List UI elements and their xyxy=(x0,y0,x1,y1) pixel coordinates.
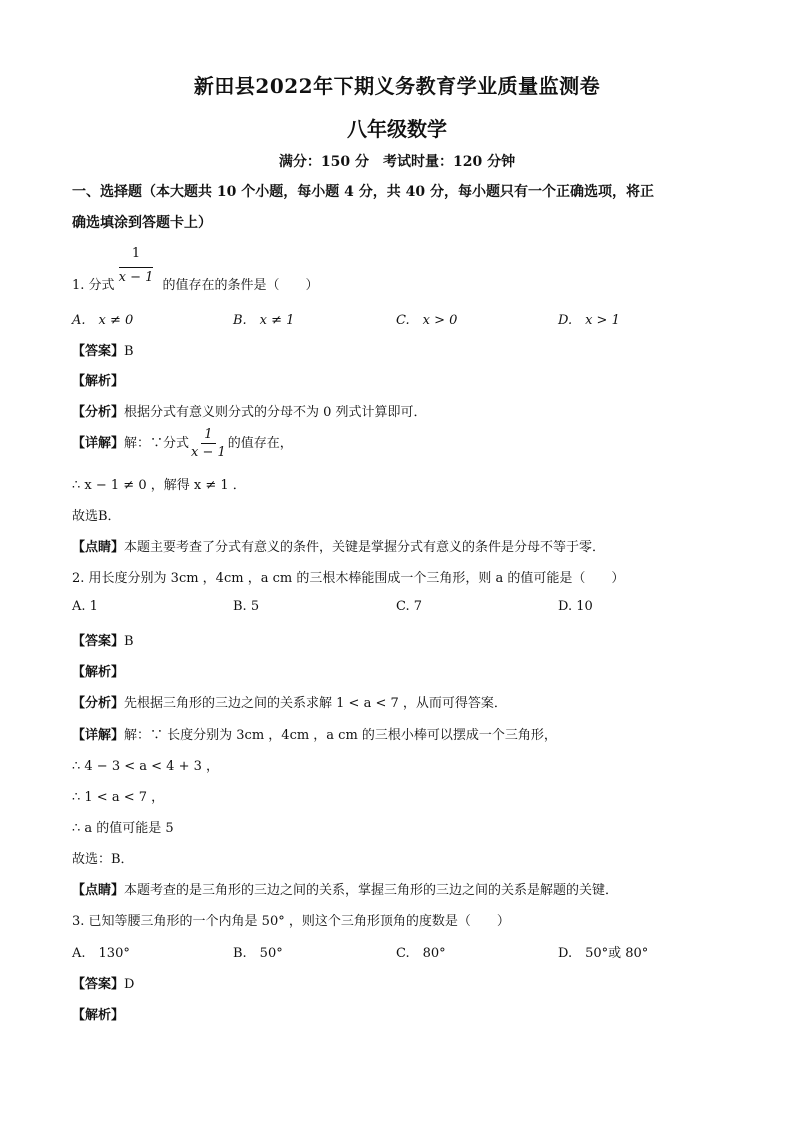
q3-stem: 3. 已知等腰三角形的一个内角是 50° ，则这个三角形顶角的度数是（ ） xyxy=(72,914,510,929)
q1-answer-tag: 【答案】 xyxy=(72,344,125,359)
q2-answer-tag: 【答案】 xyxy=(72,634,125,649)
q1-dianjing-tag: 【点睛】 xyxy=(72,540,125,555)
section-heading-line2: 确选填涂到答题卡上） xyxy=(72,215,212,231)
q3-option-c: C. 80° xyxy=(396,946,446,961)
q1-step2: 故选B． xyxy=(72,509,121,524)
q1-xiangjie-prefix: 解：∵分式 xyxy=(124,436,190,451)
q2-fenxi xyxy=(72,692,507,711)
q1-fraction-bar xyxy=(119,267,153,268)
q2-dianjing-tag: 【点睛】 xyxy=(72,883,125,898)
exam-title: 新田县2022年下期义务教育学业质量监测卷 xyxy=(193,74,601,98)
q2-dianjing-text: 本题考查的是三角形的三边之间的关系，掌握三角形的三边之间的关系是解题的关键． xyxy=(124,883,619,898)
q2-step2: ∴ 1 < a < 7 ， xyxy=(72,790,165,805)
q1-answer xyxy=(72,340,134,359)
q1-option-b: B. x ≠ 1 xyxy=(233,313,295,328)
q1-fraction-numerator: 1 xyxy=(131,246,141,261)
exam-subject: 八年级数学 xyxy=(347,117,447,141)
q1-option-c: C. x > 0 xyxy=(396,313,458,328)
q1-option-d: D. x > 1 xyxy=(558,313,620,328)
q2-answer-value: B xyxy=(124,634,134,649)
q1-analysis-tag: 【解析】 xyxy=(72,374,125,389)
q2-dianjing xyxy=(72,879,618,898)
q3-option-d: D. 50°或 80° xyxy=(558,946,649,961)
q2-stem: 2. 用长度分别为 3cm ，4cm ，a cm 的三根木棒能围成一个三角形，则 a 的值可能是（ ） xyxy=(72,571,625,586)
q3-option-a: A. 130° xyxy=(72,946,130,961)
section-heading xyxy=(72,177,732,239)
section-heading-line1: 一、选择题（本大题共 10 个小题，每小题 4 分，共 40 分，每小题只有一个正确选项，将正 xyxy=(72,184,654,200)
q3-answer-tag: 【答案】 xyxy=(72,977,125,992)
q1-option-a: A. x ≠ 0 xyxy=(72,313,134,328)
q1-fenxi xyxy=(72,401,427,420)
q2-option-c: C. 7 xyxy=(396,599,423,614)
q2-option-d: D. 10 xyxy=(558,599,593,614)
q1-xiangjie-denominator: x − 1 xyxy=(191,445,226,460)
q1-stem xyxy=(72,274,319,293)
q1-fraction-denominator: x − 1 xyxy=(118,270,154,285)
q2-option-a: A. 1 xyxy=(72,599,98,614)
q3-option-b: B. 50° xyxy=(233,946,283,961)
q1-xiangjie-numerator: 1 xyxy=(201,428,215,444)
q1-xiangjie-tag: 【详解】 xyxy=(72,436,125,451)
q2-step3: ∴ a 的值可能是 5 xyxy=(72,821,174,836)
q1-stem-suffix: 的值存在的条件是（ ） xyxy=(162,278,319,293)
q1-answer-value: B xyxy=(124,344,134,359)
q2-analysis-tag: 【解析】 xyxy=(72,665,125,680)
q3-answer-value: D xyxy=(124,977,135,992)
q3-answer xyxy=(72,973,134,992)
q1-fenxi-text: 根据分式有意义则分式的分母不为 0 列式计算即可． xyxy=(124,405,427,420)
q2-answer xyxy=(72,630,134,649)
q1-step1: ∴ x − 1 ≠ 0 ，解得 x ≠ 1 ． xyxy=(72,478,246,493)
exam-info: 满分：150 分 考试时量：120 分钟 xyxy=(278,154,516,170)
q1-stem-prefix: 1. 分式 xyxy=(72,278,115,293)
q3-analysis-tag: 【解析】 xyxy=(72,1008,125,1023)
q2-xiangjie xyxy=(72,724,557,743)
q2-xiangjie-tag: 【详解】 xyxy=(72,728,125,743)
q1-xiangjie-suffix: 的值存在， xyxy=(227,436,293,451)
q2-fenxi-tag: 【分析】 xyxy=(72,696,125,711)
q2-option-b: B. 5 xyxy=(233,599,260,614)
q2-step1: ∴ 4 − 3 < a < 4 + 3 ， xyxy=(72,759,219,774)
q1-xiangjie-fraction xyxy=(191,428,226,459)
q2-fenxi-text: 先根据三角形的三边之间的关系求解 1 < a < 7 ，从而可得答案． xyxy=(124,696,507,711)
q1-dianjing-text: 本题主要考查了分式有意义的条件，关键是掌握分式有意义的条件是分母不等于零． xyxy=(124,540,606,555)
q2-step4: 故选：B． xyxy=(72,852,134,867)
q1-xiangjie xyxy=(72,428,293,459)
q1-dianjing xyxy=(72,536,605,555)
q1-fenxi-tag: 【分析】 xyxy=(72,405,125,420)
q2-xiangjie-text: 解：∵ 长度分别为 3cm ，4cm ，a cm 的三根小棒可以摆成一个三角形， xyxy=(124,728,557,743)
